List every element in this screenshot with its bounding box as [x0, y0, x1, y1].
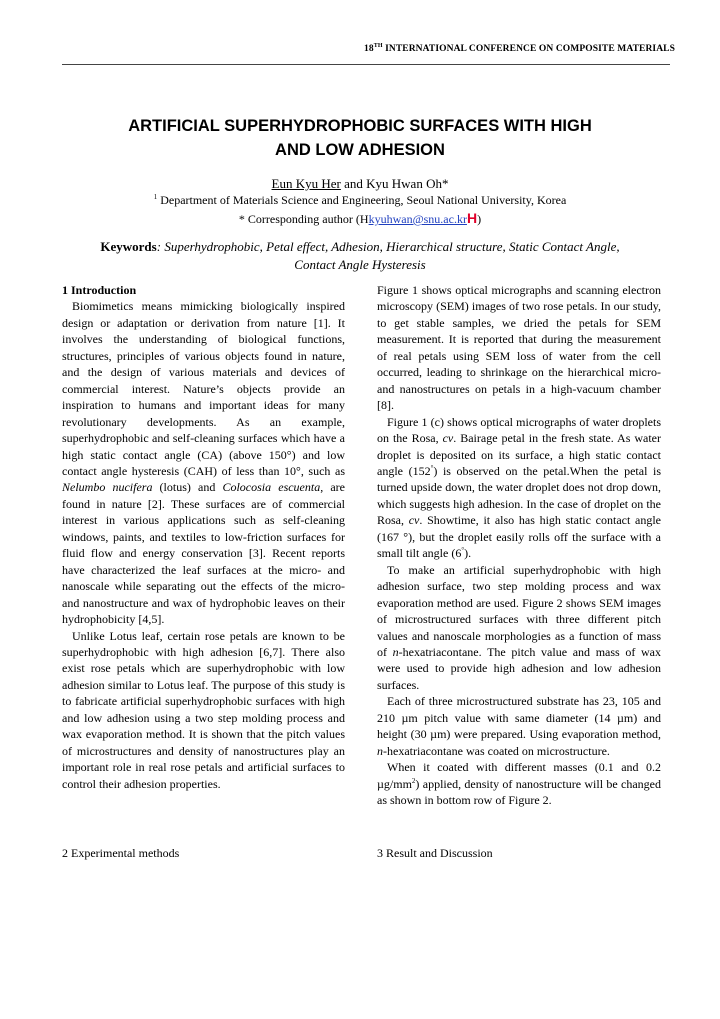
paper-title [60, 114, 660, 162]
cultivar-abbrev: cv [442, 431, 454, 446]
superscript: 2 [411, 776, 416, 785]
right-paragraph-1: Figure 1 shows optical micrographs and scanning electron microscopy (SEM) images of two rose petals. In our study, to get stable samples, we dried the petals for SEM measurement. It is reported that during the measurement of real petals using SEM loss of water from the cell occurred, leading to shrinkage on the hierarchical micro- and nanostructures on petals in a high-vacuum chamber [8]. [377, 283, 661, 413]
corr-prefix: * Corresponding author (H [238, 212, 369, 226]
affiliation-mark: 1 [153, 193, 158, 201]
degree-mark: ° [461, 546, 465, 555]
cultivar-abbrev: cv [408, 513, 420, 528]
text-span: To make an artificial superhydrophobic with high adhesion surface, two step molding process and wax evaporation method are used. Figure 2 shows SEM images of microstructured surfaces with three different pitch values and nanoscale morphologies as a function of mass of [377, 562, 661, 659]
text-span: -hexatriacontane was coated on microstructure. [383, 743, 610, 758]
text-span: , are found in nature [2]. These surfaces are of commercial interest in various applications such as self-cleaning windows, paints, and textiles to low-friction surfaces for fluid flow and energy conservation [3]. Recent reports have characterized the leaf surfaces at the micro- and nanoscale while separating out the effects of the micro- and nanostructure and wax of hydrophobic leaves on their hydrophobicity [4,5]. [62, 480, 345, 627]
text-span: ) applied, density of nanostructure will be changed as shown in bottom row of Figure 2. [377, 776, 661, 808]
species-name: Nelumbo nucifera [62, 480, 153, 495]
corr-suffix: ) [477, 212, 482, 226]
right-paragraph-4 [377, 693, 661, 759]
keywords [80, 238, 640, 274]
chem-prefix: n [392, 644, 399, 659]
text-span: Figure 1 (c) shows optical micrographs of water droplets on the Rosa, [377, 414, 661, 446]
intro-paragraph-2: Unlike Lotus leaf, certain rose petals are known to be superhydrophobic with high adhesion [6,7]. There also exist rose petals which are superhydrophobic with low adhesion similar to Lotus leaf. The purpose of this study is to fabricate artificial superhydrophobic surfaces with high and low adhesion using a two step molding process and wax evaporation method. It is shown that the pitch values of microstructures and density of nanostructures play an important role in real rose petals and artificial surfaces to control their adhesion properties. [62, 628, 345, 791]
text-span: ) is observed on the petal.When the petal is turned upside down, the water droplet does not drop down, which suggests high adhesion. In the case of droplet on the Rosa, [377, 463, 662, 528]
section-heading-results: 3 Result and Discussion [377, 846, 493, 860]
text-span: . Showtime, it also has high static contact angle (167 °), but the droplet easily rolls off the surface with a small tilt angle (6 [377, 513, 662, 561]
title-line-1: ARTIFICIAL SUPERHYDROPHOBIC SURFACES WITH HIGH [128, 117, 592, 135]
authors [60, 176, 660, 192]
text-span: Biomimetics means mimicking biologically inspired design or adaptation or derivation from nature [1]. It involves the understanding of biological functions, structures, principles of various objects found in nature, and the design of various materials and devices of commercial interest. Nature’s objects provide an inspiration to humans and important ideas for many revolutionary developments. As an example, superhydrophobic and self-cleaning surfaces which have a high static contact angle (CA) (above 150°) and low contact angle hysteresis (CAH) of less than 10°, such as [62, 299, 345, 478]
corr-mark: H [466, 210, 478, 226]
text-span: Each of three microstructured substrate has 23, 105 and 210 µm pitch value with same diameter (14 µm) and height (30 µm) were prepared. Using evaporation method, [377, 694, 661, 742]
title-line-2: AND LOW ADHESION [275, 141, 445, 159]
keywords-label: Keywords [100, 239, 157, 254]
species-name: Colocosia escuenta [222, 480, 321, 495]
conf-number: 18 [364, 44, 374, 55]
right-column [377, 282, 661, 809]
conference-header [0, 43, 675, 54]
section-heading-experimental: 2 Experimental methods [62, 846, 180, 860]
first-author: Eun Kyu Her [271, 176, 341, 191]
affiliation-text: Department of Materials Science and Engineering, Seoul National University, Korea [157, 193, 567, 207]
degree-mark: ° [430, 463, 434, 472]
keywords-text: : Superhydrophobic, Petal effect, Adhesion, Hierarchical structure, Static Contact Angle, Contact Angle Hysteresis [156, 239, 620, 272]
other-authors: and Kyu Hwan Oh* [340, 176, 449, 191]
text-span: . Bairage petal in the fresh state. As water droplet is deposited on its surface, a high static contact angle (152 [377, 431, 661, 478]
text-span: When it coated with different masses (0.1 and 0.2 µg/mm [377, 760, 661, 791]
text-span: -hexatriacontane. The pitch value and mass of wax were used to provide high adhesion and low adhesion surfaces. [377, 644, 662, 692]
left-column [62, 282, 345, 792]
email-link[interactable]: kyuhwan@snu.ac.kr [368, 212, 467, 226]
affiliation [60, 193, 660, 208]
intro-paragraph-1 [62, 298, 345, 627]
chem-prefix: n [377, 743, 383, 758]
section-heading-introduction: 1 Introduction [62, 283, 137, 297]
header-rule [62, 64, 670, 65]
right-paragraph-3 [377, 562, 661, 694]
right-paragraph-2 [377, 414, 661, 562]
text-span: (lotus) and [152, 480, 223, 495]
text-span: ). [464, 546, 472, 561]
conf-number-suffix: TH [373, 43, 383, 49]
right-paragraph-5 [377, 759, 661, 808]
corresponding-author [60, 210, 660, 227]
conf-name: INTERNATIONAL CONFERENCE ON COMPOSITE MATERIALS [382, 44, 675, 55]
